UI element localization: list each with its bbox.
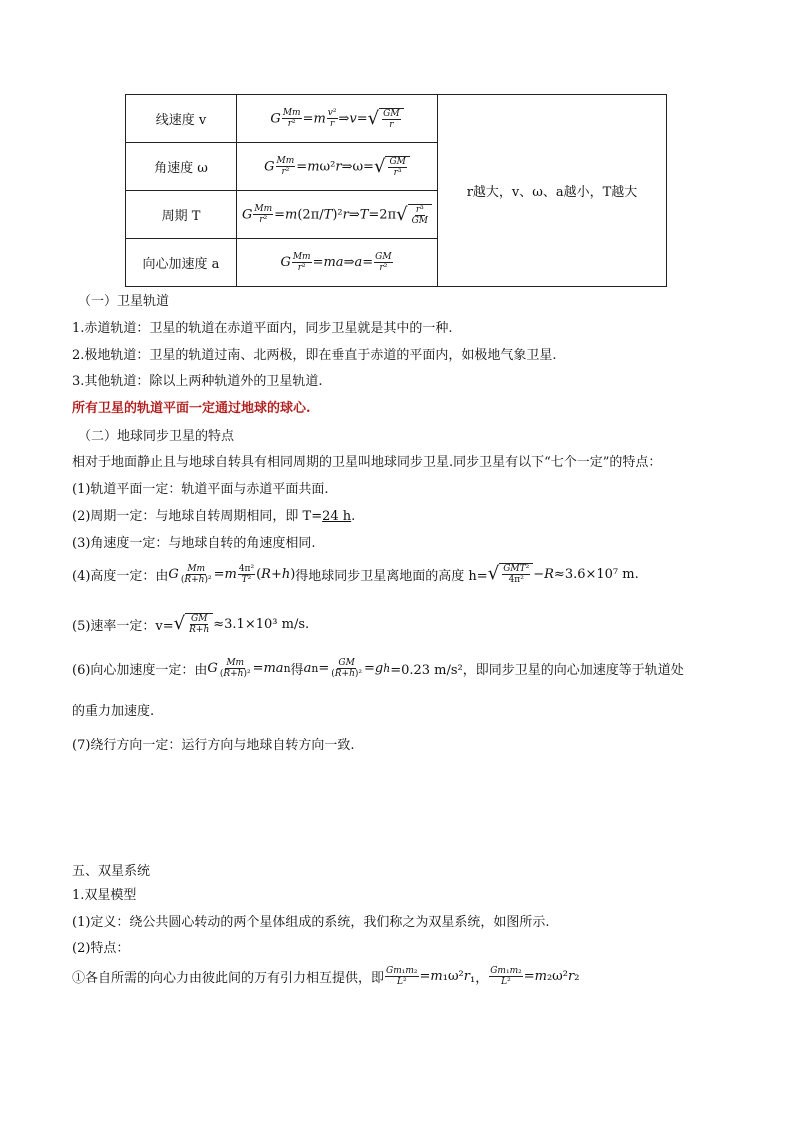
paragraph: ①各自所需的向心力由彼此间的万有引力相互提供，即 $\frac{\text{Gm₁m₂}}{\text{L²}}$ = m ₁ω² r ₁， $\frac{\text{Gm₁m₂}}{\text{L²}}$ = m ₂ω² r ₂ <box>72 966 580 987</box>
subheading: 1.双星模型 <box>72 888 137 903</box>
paragraph: 1.赤道轨道：卫星的轨道在赤道平面内，同步卫星就是其中的一种. <box>72 321 453 336</box>
paragraph: (5)速率一定：v= √ $\frac{GM}{R+h}$ ≈3.1×10³ m/s. <box>72 613 310 635</box>
text: (2)周期一定：与地球自转周期相同，即 T= <box>72 509 323 524</box>
text: (4)高度一定：由 <box>72 568 169 584</box>
text: (6)向心加速度一定：由 <box>72 663 208 678</box>
paragraph: 2.极地轨道：卫星的轨道过南、北两极，即在垂直于赤道的平面内，如极地气象卫星. <box>72 348 557 363</box>
text: =0.23 m/s²，即同步卫星的向心加速度等于轨道处 <box>390 663 684 678</box>
text: 得 <box>290 663 304 678</box>
paragraph: (6)向心加速度一定：由 G $\frac{Mm}{\text{(R+h)²}}$ = ma n 得 a n = $\frac{GM}{\text{(R+h)²}}$ = g h =0.23 m/s²，即同步卫星的向心加速度等于轨道处 <box>72 658 684 679</box>
paragraph: (3)角速度一定：与地球自转的角速度相同. <box>72 536 316 551</box>
conclusion-cell: r越大，v、ω、a越小，T越大 <box>438 95 667 287</box>
text: 得地球同步卫星离地面的高度 h= <box>295 568 488 584</box>
paragraph: (4)高度一定：由 G $\frac{Mm}{\text{(R+h)²}}$ = m $\frac{\text{4π²}}{\text{T²}}$ ( R + h ) 得地球同步卫星离地面的高度 h= √ $\frac{\text{GMT²}}{\text{4π²}}$ − R ≈3.6×10⁷ m. <box>72 563 639 585</box>
paragraph: (7)绕行方向一定：运行方向与地球自转方向一致. <box>72 738 355 753</box>
formula-cell: G $\frac{Mm}{\text{r²}}$ =mω²r⇒ω= √ $\frac{GM}{\text{r³}}$ <box>237 143 438 191</box>
formula-cell: G $\frac{Mm}{\text{r²}}$ =m(2π/T)²r⇒T=2π √ $\frac{\text{r³}}{GM}$ <box>237 191 438 239</box>
row-name: 线速度 v <box>126 95 237 143</box>
paragraph: 的重力加速度. <box>72 704 155 719</box>
paragraph: (2)特点： <box>72 941 130 956</box>
paragraph: (2)周期一定：与地球自转周期相同，即 T=24 h. <box>72 509 356 524</box>
section-heading: （一）卫星轨道 <box>78 294 170 309</box>
paragraph: 3.其他轨道：除以上两种轨道外的卫星轨道. <box>72 374 323 389</box>
text: ①各自所需的向心力由彼此间的万有引力相互提供，即 <box>72 971 385 986</box>
underlined-value: 24 h <box>322 509 352 524</box>
text: ≈3.6×10⁷ m. <box>553 566 639 582</box>
emphasis-text: 所有卫星的轨道平面一定通过地球的球心. <box>72 401 311 416</box>
formula-table <box>125 94 667 287</box>
row-name: 角速度 ω <box>126 143 237 191</box>
text: ≈3.1×10³ m/s. <box>213 616 310 632</box>
paragraph: (1)轨道平面一定：轨道平面与赤道平面共面. <box>72 482 329 497</box>
table-row <box>126 95 667 143</box>
row-name: 周期 T <box>126 191 237 239</box>
paragraph: (1)定义：绕公共圆心转动的两个星体组成的系统，我们称之为双星系统，如图所示. <box>72 915 550 930</box>
paragraph: 相对于地面静止且与地球自转具有相同周期的卫星叫地球同步卫星.同步卫星有以下“七个一定”的特点： <box>72 455 662 470</box>
formula-cell: G $\frac{Mm}{\text{r²}}$ =m $\frac{\text{v²}}{r}$ ⇒v= √ $\frac{GM}{r}$ <box>237 95 438 143</box>
section-heading: （二）地球同步卫星的特点 <box>78 429 235 444</box>
section-heading: 五、双星系统 <box>72 864 151 879</box>
formula-cell: G $\frac{Mm}{\text{r²}}$ =ma⇒a= $\frac{GM}{\text{r²}}$ <box>237 239 438 287</box>
text: (5)速率一定：v= <box>72 618 174 634</box>
row-name: 向心加速度 a <box>126 239 237 287</box>
